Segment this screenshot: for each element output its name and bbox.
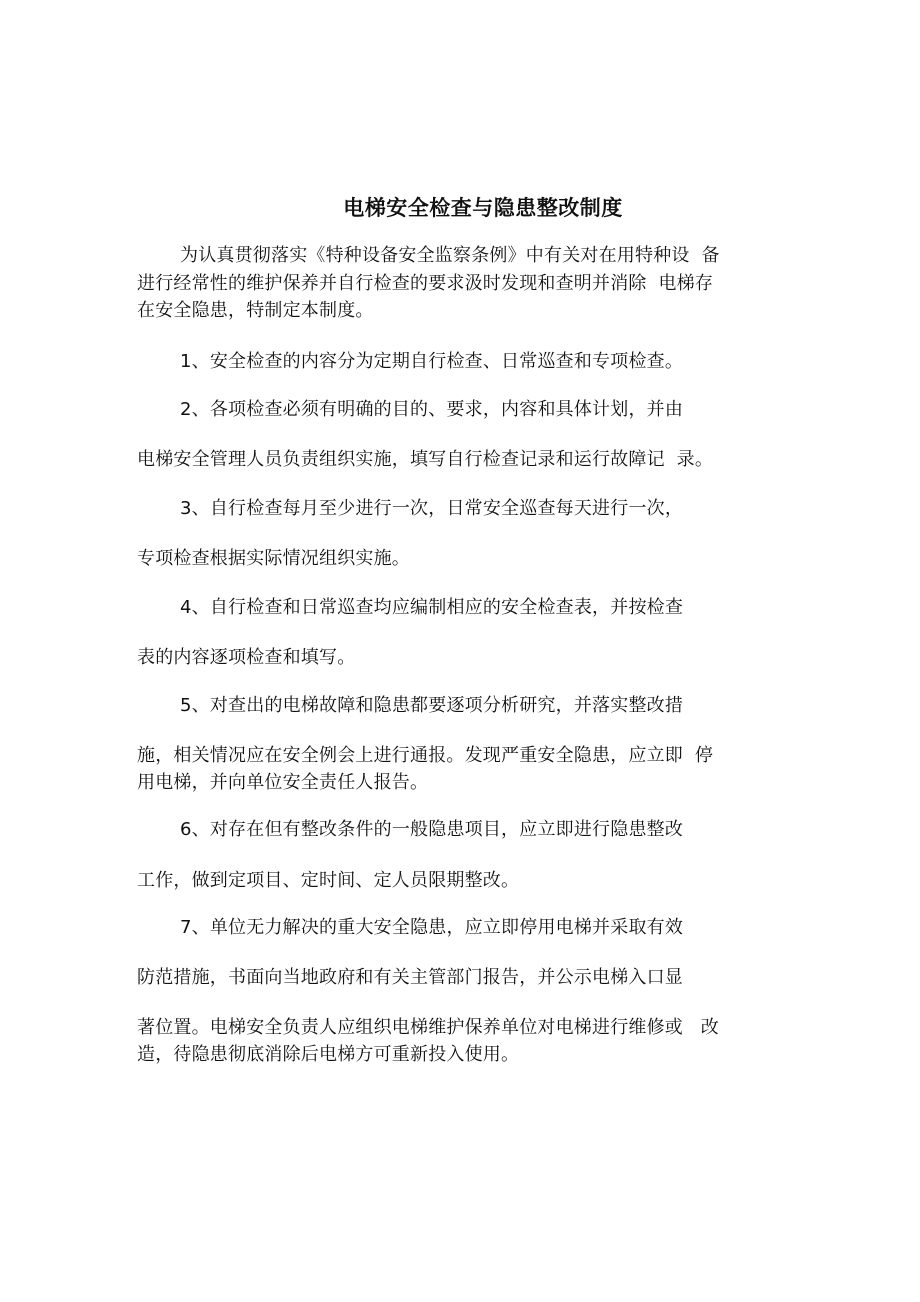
rule-item-6-line: 工作，做到定项目、定时间、定人员限期整改。 [137,870,520,891]
rule-item-6-line: 6、对存在但有整改条件的一般隐患项目，应立即进行隐患整改 [180,819,684,840]
rule-item-5-line: 用电梯，并向单位安全责任人报告。 [137,772,429,793]
intro-line: 为认真贯彻落实《特种设备安全监察条例》中有关对在用特种设 备 [180,245,720,266]
document-title: 电梯安全检查与隐患整改制度 [343,196,623,220]
rule-item-1-line: 1、安全检查的内容分为定期自行检查、日常巡查和专项检查。 [180,351,684,372]
intro-line: 在安全隐患，特制定本制度。 [137,300,374,321]
rule-item-5-line: 施，相关情况应在安全例会上进行通报。发现严重安全隐患，应立即 停 [137,745,714,766]
rule-item-2-line: 2、各项检查必须有明确的目的、要求，内容和具体计划，并由 [180,399,684,420]
rule-item-7-line: 7、单位无力解决的重大安全隐患，应立即停用电梯并采取有效 [180,917,684,938]
rule-item-2-line: 电梯安全管理人员负责组织实施，填写自行检查记录和运行故障记 录。 [137,449,714,470]
rule-item-7-line: 著位置。电梯安全负责人应组织电梯维护保养单位对电梯进行维修或 改 [137,1017,719,1038]
rule-item-3-line: 3、自行检查每月至少进行一次，日常安全巡查每天进行一次， [180,498,684,519]
rule-item-7-line: 防范措施，书面向当地政府和有关主管部门报告，并公示电梯入口显 [137,967,683,988]
rule-item-3-line: 专项检查根据实际情况组织实施。 [137,548,410,569]
rule-item-4-line: 4、自行检查和日常巡查均应编制相应的安全检查表，并按检查 [180,597,684,618]
rule-item-5-line: 5、对查出的电梯故障和隐患都要逐项分析研究，并落实整改措 [180,695,684,716]
intro-line: 进行经常性的维护保养并自行检查的要求汲时发现和查明并消除 电梯存 [137,273,714,294]
rule-item-4-line: 表的内容逐项检查和填写。 [137,647,356,668]
rule-item-7-line: 造，待隐患彻底消除后电梯方可重新投入使用。 [137,1044,520,1065]
